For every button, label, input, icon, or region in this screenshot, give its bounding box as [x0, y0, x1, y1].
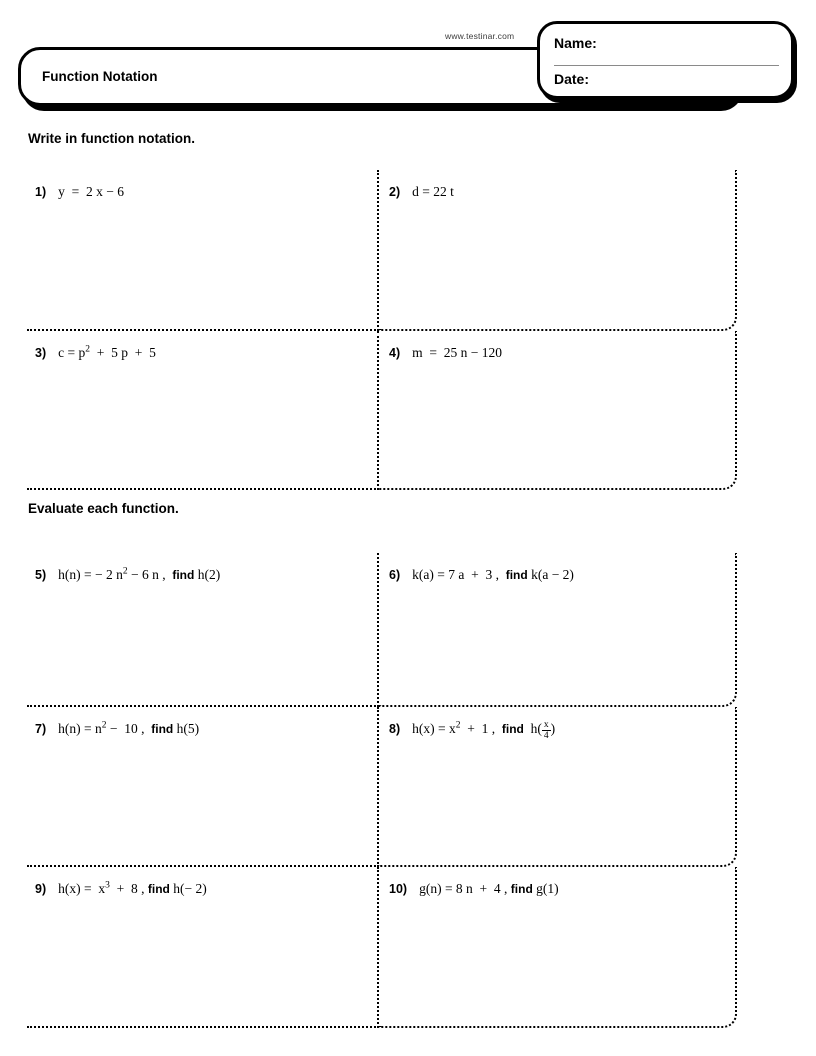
name-label: Name:: [554, 35, 597, 51]
problem-3: [27, 331, 379, 490]
problem-grid-section-1: [27, 170, 737, 490]
problem-number: 6): [389, 568, 401, 582]
problem-10: [379, 867, 737, 1028]
name-fill-line: [554, 65, 779, 66]
problem-expression: $h(x) = x^2 + 1$ , find h( $\frac{x}{4}$ ): [412, 720, 556, 742]
problem-1: [27, 170, 379, 331]
problem-6: [379, 553, 737, 707]
problem-number: 3): [35, 346, 47, 360]
problem-grid-section-2: [27, 553, 737, 1028]
problem-8: [379, 707, 737, 867]
problem-number: 5): [35, 568, 47, 582]
problem-4: [379, 331, 737, 490]
problem-number: 7): [35, 722, 47, 736]
problem-expression: d = 22 t: [412, 184, 454, 199]
problem-number: 8): [389, 722, 401, 737]
page-title: Function Notation: [42, 69, 158, 84]
problem-5: [27, 553, 379, 707]
website-url: www.testinar.com: [445, 31, 515, 41]
problem-row: [27, 707, 737, 867]
problem-row: [27, 170, 737, 331]
problem-expression: m = 25 n − 120: [412, 345, 502, 360]
date-label: Date:: [554, 71, 590, 87]
problem-9: [27, 867, 379, 1028]
problem-number: 10): [389, 882, 408, 896]
problem-row: [27, 867, 737, 1028]
problem-number: 4): [389, 346, 401, 360]
section-heading-evaluate-each-function: Evaluate each function.: [28, 501, 179, 516]
problem-number: 9): [35, 882, 47, 896]
name-date-box: [537, 21, 794, 99]
problem-row: [27, 331, 737, 490]
problem-expression: h(n) = − 2 $n^2 - 6$ n , find h(2): [58, 566, 221, 582]
problem-expression: $h(n) = n^2 - 10$ , find h(5): [58, 720, 200, 736]
problem-number: 1): [35, 185, 47, 199]
problem-7: [27, 707, 379, 867]
problem-expression: y = 2 x − 6: [58, 184, 124, 199]
section-heading-write-function-notation: Write in function notation.: [28, 131, 195, 146]
problem-expression: g(n) = 8 n + 4 , find g(1): [419, 881, 559, 896]
problem-expression: $h(x) = x^3 + 8$ , find h(− 2): [58, 880, 207, 896]
problem-number: 2): [389, 185, 401, 199]
problem-expression: $c = p^2 + 5$ p + 5: [58, 344, 156, 360]
problem-expression: k(a) = 7 a + 3 , find k(a − 2): [412, 567, 574, 582]
problem-2: [379, 170, 737, 331]
problem-row: [27, 553, 737, 707]
